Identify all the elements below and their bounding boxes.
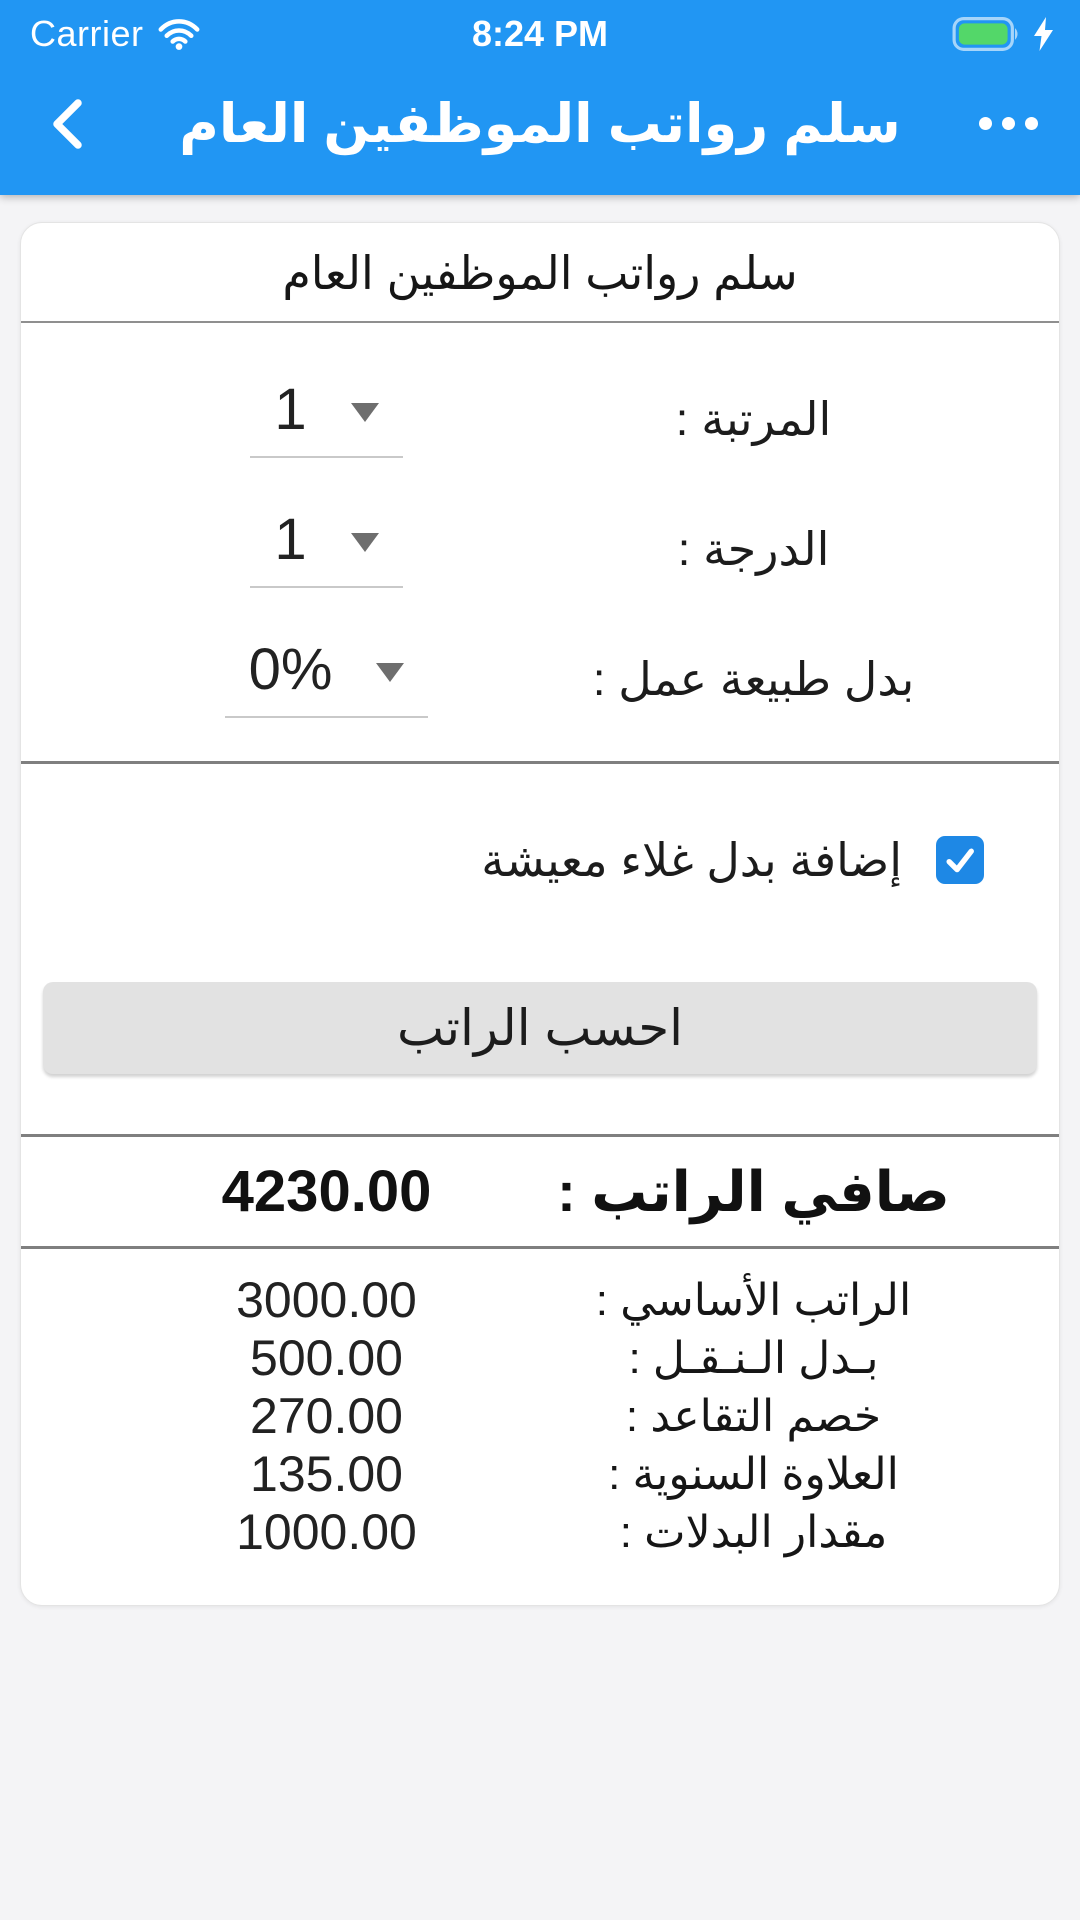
grade-label: الدرجة :: [677, 523, 830, 575]
retirement-deduction-value: 270.00: [250, 1388, 403, 1444]
transport-allowance-value: 500.00: [250, 1330, 403, 1386]
detail-row-allowances-amount: [113, 1503, 967, 1561]
salary-form: [21, 323, 1059, 764]
work-nature-allowance-value: 0%: [248, 636, 333, 702]
grade-value: 1: [274, 506, 307, 572]
cost-of-living-row: [21, 834, 1059, 886]
form-row-grade: [21, 501, 1059, 597]
nav-bar: [0, 62, 1080, 195]
rank-value: 1: [274, 376, 307, 442]
caret-down-icon: [351, 533, 379, 552]
carrier-label: Carrier: [30, 13, 144, 54]
work-nature-allowance-picker[interactable]: [225, 636, 429, 719]
detail-row-transport-allowance: [113, 1329, 967, 1387]
status-time: 8:24 PM: [471, 13, 609, 54]
annual-increment-label: العلاوة السنوية :: [608, 1449, 899, 1499]
detail-row-retirement-deduction: [113, 1387, 967, 1445]
grade-picker[interactable]: [250, 506, 402, 589]
caret-down-icon: [376, 663, 404, 682]
app-bar: [0, 0, 1080, 195]
allowances-amount-label: مقدار البدلات :: [619, 1507, 888, 1557]
calculate-salary-button[interactable]: احسب الراتب: [43, 982, 1037, 1074]
cost-of-living-checkbox[interactable]: [936, 836, 984, 884]
checkmark-icon: [940, 840, 980, 880]
page-title: سلم رواتب الموظفين العام: [179, 94, 901, 154]
basic-salary-value: 3000.00: [236, 1272, 417, 1328]
detail-row-basic-salary: [113, 1271, 967, 1329]
transport-allowance-label: بـدل الـنـقـل :: [628, 1333, 879, 1383]
salary-details: [21, 1249, 1059, 1605]
work-nature-allowance-label: بدل طبيعة عمل :: [592, 653, 915, 705]
retirement-deduction-label: خصم التقاعد :: [625, 1391, 882, 1441]
net-salary-value: 4230.00: [221, 1159, 432, 1224]
status-bar: [0, 0, 1080, 62]
detail-row-annual-increment: [113, 1445, 967, 1503]
basic-salary-label: الراتب الأساسي :: [595, 1275, 912, 1325]
calculate-section: [21, 764, 1059, 1137]
rank-picker[interactable]: [250, 376, 402, 459]
net-salary-row: [21, 1137, 1059, 1249]
allowances-amount-value: 1000.00: [236, 1504, 417, 1560]
form-row-rank: [21, 371, 1059, 467]
net-salary-label: صافي الراتب :: [557, 1159, 950, 1223]
form-row-work-nature-allowance: [21, 631, 1059, 727]
annual-increment-value: 135.00: [250, 1446, 403, 1502]
caret-down-icon: [351, 403, 379, 422]
cost-of-living-label: إضافة بدل غلاء معيشة: [481, 834, 902, 886]
rank-label: المرتبة :: [675, 393, 832, 445]
card-title: سلم رواتب الموظفين العام: [21, 223, 1059, 323]
salary-card: [20, 222, 1060, 1606]
